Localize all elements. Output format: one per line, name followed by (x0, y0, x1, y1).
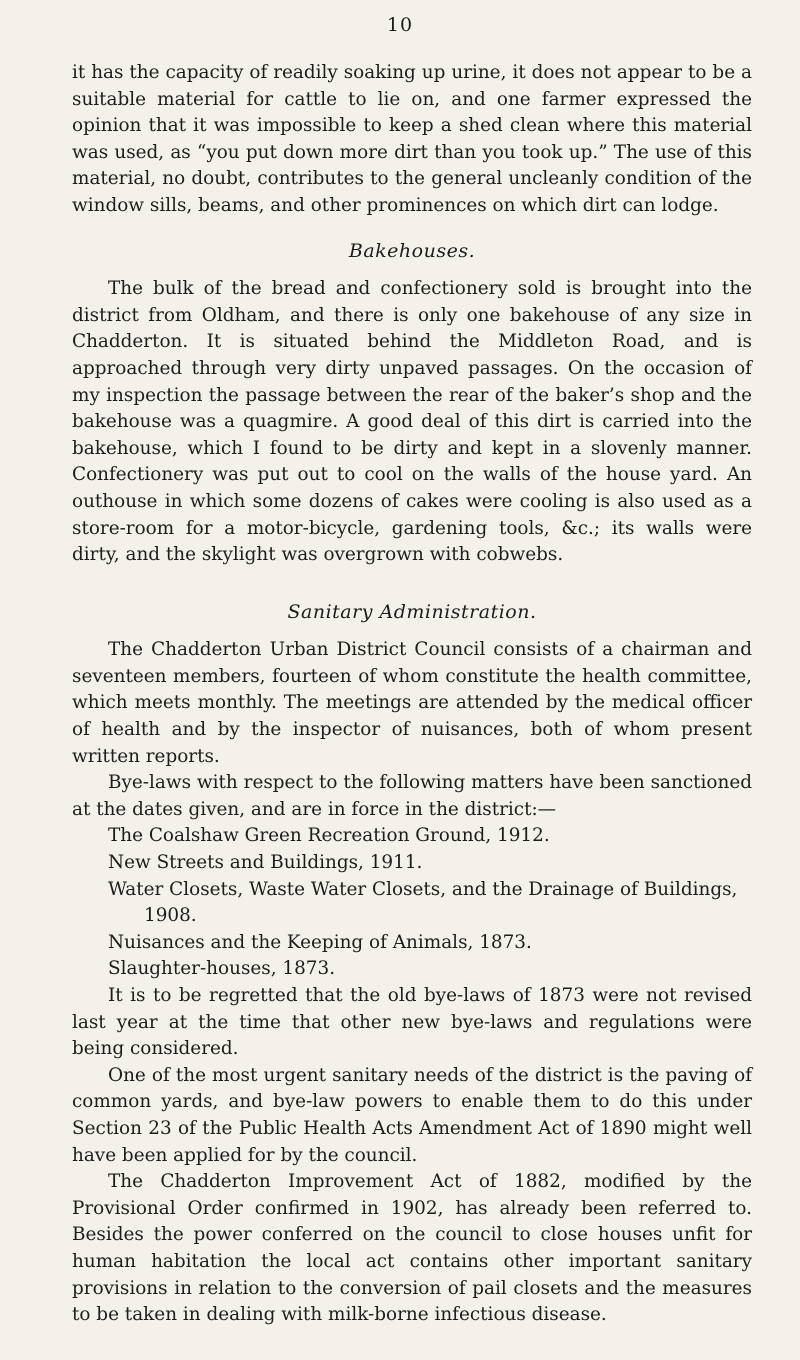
heading-sanitary-administration: Sanitary Administration. (287, 600, 537, 623)
page-number: 10 (386, 14, 414, 36)
body-text (72, 60, 752, 1329)
paragraph-council: The Chadderton Urban District Council consists of a chairman and seventeen members, fourteen of whom constitute the health committee, which meets monthly. The meetings are attended by the medical officer of health and by the inspector of nuisances, both of whom present written reports. (72, 639, 752, 767)
heading-bakehouses: Bakehouses. (348, 239, 476, 262)
paragraph-regret: It is to be regretted that the old bye-laws of 1873 were not revised last year at the time that other new bye-laws and regulations were being considered. (72, 985, 752, 1060)
list-item: New Streets and Buildings, 1911. (108, 852, 423, 874)
paragraph-improvement-act: The Chadderton Improvement Act of 1882, modified by the Provisional Order confirmed in 1902, has already been referred to. Besides the power conferred on the council to close houses unfit for human habitation the local act contains other important sanitary provisions in relation to the conversion of pail closets and the measures to be taken in dealing with milk-borne infectious disease. (72, 1171, 752, 1326)
list-item: Water Closets, Waste Water Closets, and the Drainage of Buildings, 1908. (108, 878, 738, 927)
paragraph-bakehouses: The bulk of the bread and confectionery sold is brought into the district from Oldham, and there is only one bakehouse of any size in Chadderton. It is situated behind the Middleton Road, and is approached through very dirty unpaved passages. On the occasion of my inspection the passage between the rear of the baker’s shop and the bakehouse was a quagmire. A good deal of this dirt is carried into the bakehouse, which I found to be dirty and kept in a slovenly manner. Confectionery was put out to cool on the walls of the house yard. An outhouse in which some dozens of cakes were cooling is also used as a store-room for a motor-bicycle, gardening tools, &c.; its walls were dirty, and the skylight was overgrown with cobwebs. (72, 278, 752, 566)
list-item: The Coalshaw Green Recreation Ground, 1912. (108, 825, 550, 847)
byelaws-list (72, 823, 752, 983)
list-item: Nuisances and the Keeping of Animals, 1873. (108, 931, 532, 953)
list-item: Slaughter-houses, 1873. (108, 958, 336, 980)
paragraph-cattle-bedding: it has the capacity of readily soaking up urine, it does not appear to be a suitable material for cattle to lie on, and one farmer expressed the opinion that it was impossible to keep a shed clean where this material was used, as “you put down more dirt than you took up.” The use of this material, no doubt, contributes to the general uncleanly condition of the window sills, beams, and other prominences on which dirt can lodge. (72, 62, 752, 216)
paragraph-paving: One of the most urgent sanitary needs of the district is the paving of common yards, and bye-law powers to enable them to do this under Section 23 of the Public Health Acts Amendment Act of 1890 might well have been applied for by the council. (72, 1064, 752, 1166)
paragraph-byelaws-intro: Bye-laws with respect to the following matters have been sanctioned at the dates given, and are in force in the district:— (72, 772, 752, 820)
